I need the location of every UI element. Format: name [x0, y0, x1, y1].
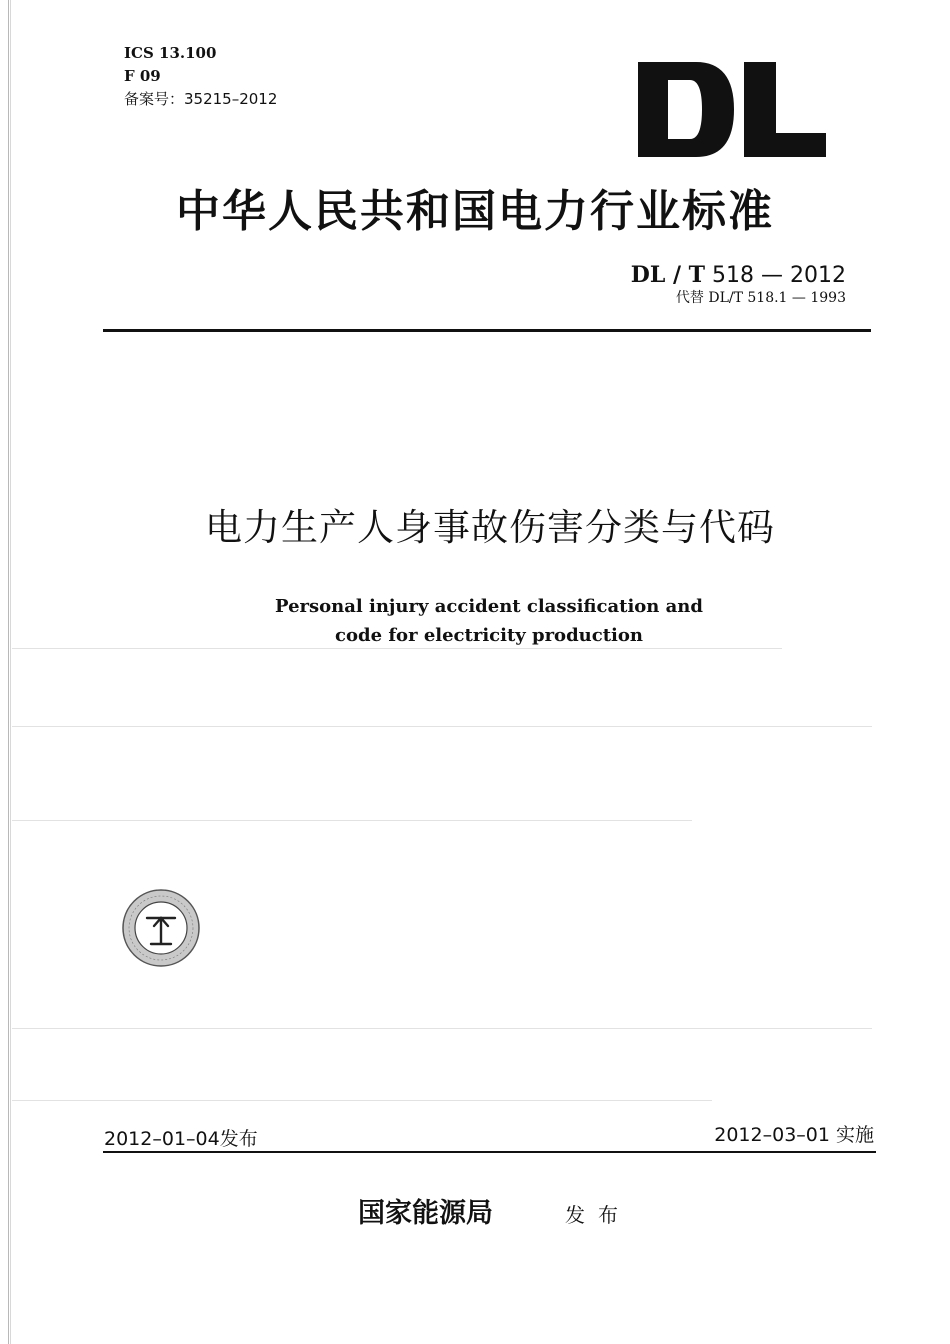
standard-number-value: 518 — 2012 [712, 263, 846, 288]
standard-number [631, 262, 846, 289]
replaces-standard: 代替 DL/T 518.1 — 1993 [675, 290, 846, 306]
record-number: 备案号：35215–2012 [124, 90, 278, 108]
scan-artifact-line [12, 1100, 712, 1101]
classification-codes [124, 42, 277, 111]
dl-logo [638, 62, 826, 157]
english-title-line-1: Personal injury accident classification and [275, 596, 703, 617]
scan-artifact-line [12, 820, 692, 821]
publisher-name: 国家能源局 [358, 1198, 493, 1229]
bottom-divider [103, 1151, 876, 1153]
standard-code: DL / T [630, 262, 706, 288]
standard-category-title: 中华人民共和国电力行业标准 [176, 186, 774, 237]
document-title-chinese: 电力生产人身事故伤害分类与代码 [205, 506, 775, 549]
top-divider [103, 329, 871, 332]
issue-date: 2012–01–04发布 [104, 1128, 258, 1150]
document-title-english [0, 592, 950, 650]
scan-artifact-line [12, 648, 782, 649]
english-title-line-2: code for electricity production [335, 625, 643, 646]
scan-artifact-line [12, 1028, 872, 1029]
implementation-date: 2012–03–01 实施 [714, 1124, 874, 1146]
ccs-code: F 09 [124, 67, 161, 85]
dl-logo-letter-l [744, 62, 826, 157]
dl-logo-letter-d [638, 62, 734, 157]
ics-code: ICS 13.100 [124, 44, 217, 62]
publish-label: 发布 [565, 1203, 631, 1227]
scan-artifact-line [12, 726, 872, 727]
publisher-seal [121, 888, 201, 968]
